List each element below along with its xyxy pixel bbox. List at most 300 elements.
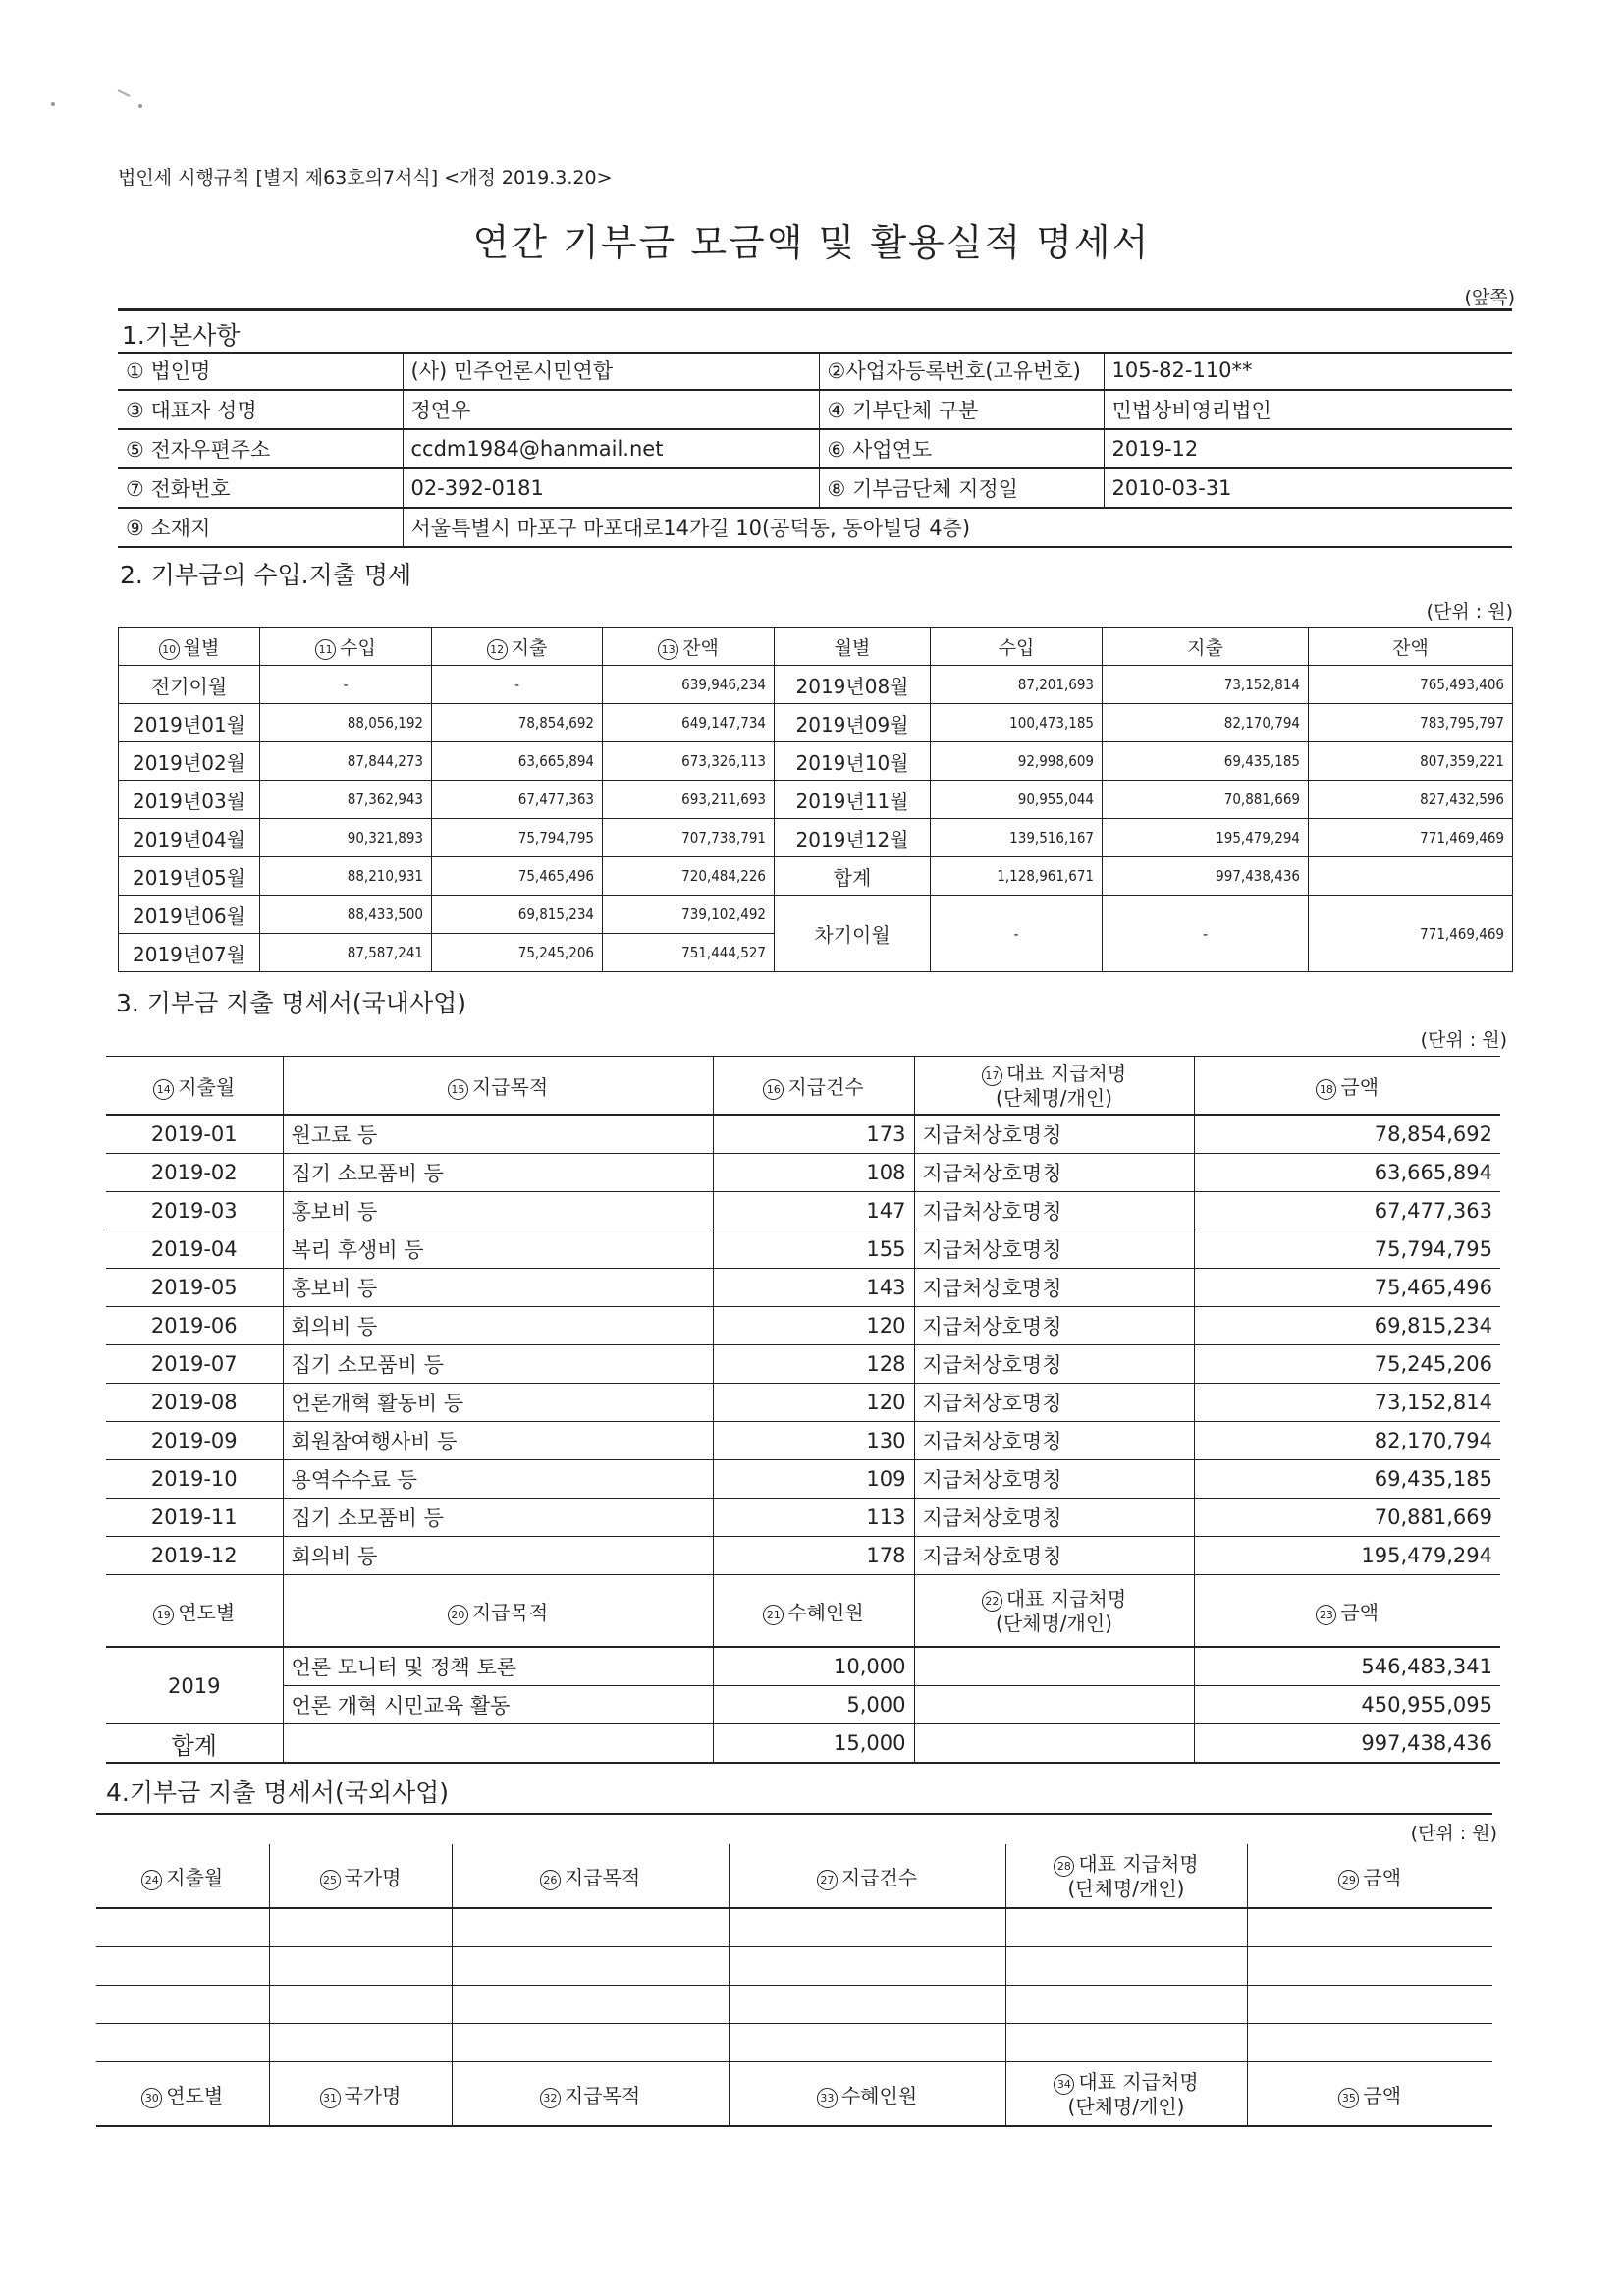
ie-header-text: 잔액 <box>682 636 719 659</box>
foreign-expense-table <box>96 1844 1492 2127</box>
domestic-header-cell-text: 지급건수 <box>787 1074 864 1099</box>
payment-count: 155 <box>713 1230 914 1269</box>
income-expense-row <box>119 666 1513 704</box>
section4-title: 4.기부금 지출 명세서(국외사업) <box>106 1778 450 1807</box>
amount-cell: 751,444,527 <box>603 934 775 972</box>
foreign-header-cell-text: 수혜인원 <box>840 2083 918 2107</box>
basic-info-row <box>118 429 1512 468</box>
carry-over-amount: - <box>931 896 1103 972</box>
amount: 75,245,206 <box>1194 1345 1500 1384</box>
basic-label <box>118 468 403 508</box>
circled-label-number: ② <box>827 359 846 383</box>
empty-cell <box>1005 1986 1247 2024</box>
amount-cell: 997,438,436 <box>1103 857 1309 896</box>
amount-cell: 69,815,234 <box>432 896 603 934</box>
foreign-header-cell <box>729 1844 1005 1908</box>
payee-name <box>914 1686 1194 1724</box>
payee-name: 지급처상호명칭 <box>914 1307 1194 1345</box>
payee-name: 지급처상호명칭 <box>914 1192 1194 1230</box>
amount-cell: 88,433,500 <box>260 896 432 934</box>
amount: 82,170,794 <box>1194 1422 1500 1460</box>
domestic-header-cell <box>283 1057 713 1116</box>
foreign-header-cell <box>269 1844 452 1908</box>
amount: 70,881,669 <box>1194 1499 1500 1537</box>
domestic-row <box>106 1499 1500 1537</box>
domestic-header-cell-text: 지급목적 <box>471 1600 549 1624</box>
ie-header-text: 지출 <box>511 636 548 659</box>
empty-cell <box>269 2024 452 2062</box>
foreign-header-cell-text: 국가명 <box>344 1865 402 1889</box>
ie-header <box>119 628 260 666</box>
carry-over-label: 차기이월 <box>775 896 931 972</box>
payee-name: 지급처상호명칭 <box>914 1537 1194 1575</box>
basic-info-row <box>118 508 1512 547</box>
domestic-header-cell-text: 대표 지급처명 <box>1005 1586 1127 1611</box>
payment-count: 108 <box>713 1154 914 1192</box>
ie-header-text: 잔액 <box>1392 636 1429 659</box>
amount-cell: 87,201,693 <box>931 666 1103 704</box>
basic-value: 2019-12 <box>1104 429 1512 468</box>
yearly-row <box>106 1686 1500 1724</box>
circled-number: 12 <box>487 639 508 660</box>
circled-number: 30 <box>141 2088 162 2108</box>
ie-header <box>1309 628 1513 666</box>
amount-cell: 92,998,609 <box>931 742 1103 781</box>
domestic-header-cell-text: 수혜인원 <box>787 1600 864 1624</box>
basic-value: 02-392-0181 <box>403 468 819 508</box>
amount-cell: 783,795,797 <box>1309 704 1513 742</box>
basic-label <box>819 429 1104 468</box>
ie-header <box>260 628 432 666</box>
amount-cell: 82,170,794 <box>1103 704 1309 742</box>
empty-cell <box>1247 2024 1492 2062</box>
basic-label <box>118 352 403 390</box>
foreign-header <box>96 1844 1492 1908</box>
form-reference: 법인세 시행규칙 [별지 제63호의7서식] <개정 2019.3.20> <box>118 167 613 189</box>
section1-title: 1.기본사항 <box>122 321 241 350</box>
domestic-row <box>106 1537 1500 1575</box>
payee-name: 지급처상호명칭 <box>914 1384 1194 1422</box>
payment-purpose: 홍보비 등 <box>283 1269 713 1307</box>
domestic-header <box>106 1057 1500 1116</box>
circled-number: 20 <box>448 1605 468 1625</box>
amount: 78,854,692 <box>1194 1115 1500 1154</box>
circled-number: 25 <box>320 1870 341 1890</box>
domestic-header-cell-text2: (단체명/개인) <box>996 1611 1112 1635</box>
amount-cell: 75,465,496 <box>432 857 603 896</box>
amount-cell: 63,665,894 <box>432 742 603 781</box>
address-value: 서울특별시 마포구 마포대로14가길 10(공덕동, 동아빌딩 4층) <box>403 508 1512 547</box>
empty-cell <box>452 1986 729 2024</box>
payment-purpose: 회원참여행사비 등 <box>283 1422 713 1460</box>
circled-number: 33 <box>817 2088 838 2108</box>
amount-cell: 75,245,206 <box>432 934 603 972</box>
payee-name: 지급처상호명칭 <box>914 1269 1194 1307</box>
domestic-header-cell-text: 금액 <box>1340 1074 1380 1099</box>
foreign-header-cell-text: 지급건수 <box>840 1865 918 1889</box>
basic-label-text: 대표자 성명 <box>150 399 257 422</box>
income-expense-row <box>119 896 1513 934</box>
empty-cell <box>269 1908 452 1947</box>
empty-cell <box>1247 1986 1492 2024</box>
amount-cell: 771,469,469 <box>1309 819 1513 857</box>
basic-label-text: 전화번호 <box>150 477 231 501</box>
income-expense-table <box>118 627 1513 972</box>
basic-info-row <box>118 468 1512 508</box>
circled-label-number: ④ <box>827 399 846 422</box>
foreign-header-yearly <box>96 2062 1492 2127</box>
payment-purpose: 홍보비 등 <box>283 1192 713 1230</box>
foreign-empty-row <box>96 2024 1492 2062</box>
amount-cell: - <box>432 666 603 704</box>
amount-cell: 90,955,044 <box>931 781 1103 819</box>
payment-count: 173 <box>713 1115 914 1154</box>
section3-unit: (단위 : 원) <box>1420 1029 1507 1051</box>
scan-specks <box>39 86 157 126</box>
payment-count: 128 <box>713 1345 914 1384</box>
amount: 73,152,814 <box>1194 1384 1500 1422</box>
payment-purpose: 회의비 등 <box>283 1537 713 1575</box>
payment-purpose: 용역수수료 등 <box>283 1460 713 1499</box>
month-cell: 2019년07월 <box>119 934 260 972</box>
total-purpose <box>283 1724 713 1764</box>
ie-header-text: 수입 <box>998 636 1035 659</box>
circled-number: 32 <box>540 2088 561 2108</box>
amount: 69,435,185 <box>1194 1460 1500 1499</box>
domestic-row <box>106 1230 1500 1269</box>
amount-cell: 1,128,961,671 <box>931 857 1103 896</box>
month-cell: 2019년01월 <box>119 704 260 742</box>
payee-name <box>914 1647 1194 1686</box>
circled-label-number: ⑥ <box>827 438 846 462</box>
amount-cell: 69,435,185 <box>1103 742 1309 781</box>
ie-header <box>432 628 603 666</box>
circled-label-number: ① <box>126 359 151 383</box>
domestic-header-cell-text: 연도별 <box>178 1600 236 1624</box>
empty-cell <box>452 1947 729 1986</box>
circled-label-number: ③ <box>126 399 151 422</box>
circled-number: 16 <box>763 1079 784 1100</box>
domestic-row <box>106 1384 1500 1422</box>
ie-header-text: 지출 <box>1187 636 1223 659</box>
amount-cell: 100,473,185 <box>931 704 1103 742</box>
circled-number: 11 <box>315 639 336 660</box>
front-side-label: (앞쪽) <box>1464 287 1515 308</box>
circled-number: 24 <box>141 1870 162 1890</box>
basic-label-text: 기부단체 구분 <box>845 399 979 422</box>
payment-purpose: 언론 개혁 시민교육 활동 <box>283 1686 713 1724</box>
amount-cell: 87,587,241 <box>260 934 432 972</box>
payment-count: 143 <box>713 1269 914 1307</box>
amount: 75,465,496 <box>1194 1269 1500 1307</box>
basic-value: 2010-03-31 <box>1104 468 1512 508</box>
payment-count: 130 <box>713 1422 914 1460</box>
payee-name: 지급처상호명칭 <box>914 1154 1194 1192</box>
domestic-header-cell <box>713 1057 914 1116</box>
foreign-header-cell-text: 지급목적 <box>564 2083 641 2107</box>
amount: 450,955,095 <box>1194 1686 1500 1724</box>
basic-label <box>819 352 1104 390</box>
empty-cell <box>729 1947 1005 1986</box>
carry-over-amount: - <box>1103 896 1309 972</box>
payment-count: 109 <box>713 1460 914 1499</box>
ie-header-text: 월별 <box>834 636 871 659</box>
year-cell: 2019 <box>106 1647 283 1724</box>
month-cell: 2019년12월 <box>775 819 931 857</box>
circled-number: 22 <box>982 1591 1002 1612</box>
payee-name: 지급처상호명칭 <box>914 1499 1194 1537</box>
domestic-header-cell <box>1194 1057 1500 1116</box>
foreign-header-cell <box>1247 1844 1492 1908</box>
section4-frame <box>96 1813 1492 1815</box>
empty-cell <box>269 1947 452 1986</box>
domestic-header-cell-text: 대표 지급처명 <box>1005 1061 1127 1085</box>
empty-cell <box>1005 2024 1247 2062</box>
circled-number: 26 <box>540 1870 561 1890</box>
payment-count: 178 <box>713 1537 914 1575</box>
month-cell: 2019년03월 <box>119 781 260 819</box>
circled-number: 31 <box>320 2088 341 2108</box>
empty-cell <box>729 2024 1005 2062</box>
month-cell: 2019년11월 <box>775 781 931 819</box>
circled-number: 23 <box>1316 1605 1336 1625</box>
amount-cell: 87,844,273 <box>260 742 432 781</box>
amount-cell: 827,432,596 <box>1309 781 1513 819</box>
domestic-header-cell-text2: (단체명/개인) <box>996 1085 1112 1110</box>
basic-value: ccdm1984@hanmail.net <box>403 429 819 468</box>
foreign-header-cell <box>269 2062 452 2127</box>
month-cell: 2019년02월 <box>119 742 260 781</box>
amount-cell: 78,854,692 <box>432 704 603 742</box>
payment-purpose: 원고료 등 <box>283 1115 713 1154</box>
circled-number: 13 <box>658 639 678 660</box>
basic-label-text: 사업연도 <box>845 438 933 462</box>
basic-value: (사) 민주언론시민연합 <box>403 352 819 390</box>
foreign-header-cell <box>96 1844 269 1908</box>
expense-month: 2019-04 <box>106 1230 283 1269</box>
domestic-header-yearly <box>106 1575 1500 1648</box>
amount-cell: 73,152,814 <box>1103 666 1309 704</box>
amount-cell: 707,738,791 <box>603 819 775 857</box>
basic-info-row <box>118 352 1512 390</box>
domestic-header-cell-text: 지급목적 <box>471 1074 549 1099</box>
circled-number: 17 <box>982 1066 1002 1086</box>
domestic-header-cell <box>106 1057 283 1116</box>
payment-count: 120 <box>713 1307 914 1345</box>
circled-number: 21 <box>763 1605 784 1625</box>
foreign-header-cell <box>96 2062 269 2127</box>
foreign-header-cell-text2: (단체명/개인) <box>1067 2094 1185 2118</box>
basic-label-text: 소재지 <box>150 517 211 540</box>
month-cell: 전기이월 <box>119 666 260 704</box>
total-payee <box>914 1724 1194 1764</box>
basic-label-text: 법인명 <box>150 359 211 383</box>
foreign-header-cell-text: 대표 지급처명 <box>1078 2069 1199 2094</box>
foreign-header-cell-text: 지출월 <box>166 1865 224 1889</box>
section3-title: 3. 기부금 지출 명세서(국내사업) <box>116 989 467 1017</box>
yearly-row <box>106 1647 1500 1686</box>
domestic-row <box>106 1307 1500 1345</box>
amount-cell: - <box>260 666 432 704</box>
basic-value: 105-82-110** <box>1104 352 1512 390</box>
basic-label-text: 기부금단체 지정일 <box>845 477 1018 501</box>
ie-header <box>931 628 1103 666</box>
amount-cell: 639,946,234 <box>603 666 775 704</box>
amount: 63,665,894 <box>1194 1154 1500 1192</box>
income-expense-row <box>119 704 1513 742</box>
basic-info-row <box>118 390 1512 429</box>
amount-cell: 807,359,221 <box>1309 742 1513 781</box>
payment-count: 113 <box>713 1499 914 1537</box>
payment-count: 147 <box>713 1192 914 1230</box>
foreign-empty-row <box>96 1947 1492 1986</box>
foreign-header-cell-text: 국가명 <box>344 2083 402 2107</box>
payment-purpose: 언론개혁 활동비 등 <box>283 1384 713 1422</box>
section2-unit: (단위 : 원) <box>1426 601 1513 623</box>
total-count: 15,000 <box>713 1724 914 1764</box>
circled-number: 10 <box>159 639 180 660</box>
basic-value: 정연우 <box>403 390 819 429</box>
expense-month: 2019-02 <box>106 1154 283 1192</box>
payee-name: 지급처상호명칭 <box>914 1345 1194 1384</box>
month-cell: 2019년04월 <box>119 819 260 857</box>
basic-value: 민법상비영리법인 <box>1104 390 1512 429</box>
amount-cell: 90,321,893 <box>260 819 432 857</box>
expense-month: 2019-07 <box>106 1345 283 1384</box>
month-cell: 2019년06월 <box>119 896 260 934</box>
ie-header <box>775 628 931 666</box>
carry-over-amount: 771,469,469 <box>1309 896 1513 972</box>
basic-label <box>118 390 403 429</box>
amount-cell: 88,056,192 <box>260 704 432 742</box>
amount-cell: 720,484,226 <box>603 857 775 896</box>
ie-header <box>603 628 775 666</box>
month-cell: 합계 <box>775 857 931 896</box>
domestic-header-cell-text: 금액 <box>1340 1600 1380 1624</box>
empty-cell <box>1005 1947 1247 1986</box>
payee-name: 지급처상호명칭 <box>914 1422 1194 1460</box>
foreign-header-cell-text2: (단체명/개인) <box>1067 1876 1185 1900</box>
payment-purpose: 언론 모니터 및 정책 토론 <box>283 1647 713 1686</box>
amount-cell: 693,211,693 <box>603 781 775 819</box>
empty-cell <box>96 1986 269 2024</box>
empty-cell <box>452 1908 729 1947</box>
payment-purpose: 집기 소모품비 등 <box>283 1345 713 1384</box>
amount-cell: 67,477,363 <box>432 781 603 819</box>
circled-number: 29 <box>1338 1870 1359 1890</box>
foreign-empty-row <box>96 1986 1492 2024</box>
beneficiary-count: 10,000 <box>713 1647 914 1686</box>
basic-label <box>118 429 403 468</box>
expense-month: 2019-05 <box>106 1269 283 1307</box>
empty-cell <box>1247 1947 1492 1986</box>
basic-label-text: 전자우편주소 <box>150 438 271 462</box>
circled-label-number: ⑨ <box>126 517 151 540</box>
section1-frame <box>118 308 1512 311</box>
domestic-row <box>106 1154 1500 1192</box>
payee-name: 지급처상호명칭 <box>914 1230 1194 1269</box>
circled-label-number: ⑤ <box>126 438 151 462</box>
basic-label <box>118 508 403 547</box>
document-title: 연간 기부금 모금액 및 활용실적 명세서 <box>472 221 1151 264</box>
domestic-row <box>106 1422 1500 1460</box>
foreign-header-cell-text: 대표 지급처명 <box>1078 1851 1199 1876</box>
amount-cell: 70,881,669 <box>1103 781 1309 819</box>
amount: 546,483,341 <box>1194 1647 1500 1686</box>
income-expense-row <box>119 742 1513 781</box>
empty-cell <box>1247 1908 1492 1947</box>
income-expense-row <box>119 819 1513 857</box>
month-cell: 2019년08월 <box>775 666 931 704</box>
expense-month: 2019-06 <box>106 1307 283 1345</box>
basic-label <box>819 390 1104 429</box>
amount-cell: 87,362,943 <box>260 781 432 819</box>
income-expense-header <box>119 628 1513 666</box>
total-label: 합계 <box>106 1724 283 1764</box>
circled-number: 15 <box>448 1079 468 1100</box>
foreign-header-cell <box>729 2062 1005 2127</box>
circled-label-number: ⑧ <box>827 477 846 501</box>
foreign-header-cell <box>452 1844 729 1908</box>
foreign-empty-row <box>96 1908 1492 1947</box>
domestic-row <box>106 1460 1500 1499</box>
basic-info-table <box>118 352 1512 548</box>
circled-label-number: ⑦ <box>126 477 151 501</box>
empty-cell <box>269 1986 452 2024</box>
expense-month: 2019-11 <box>106 1499 283 1537</box>
amount-cell: 739,102,492 <box>603 896 775 934</box>
income-expense-row <box>119 781 1513 819</box>
amount-cell: 649,147,734 <box>603 704 775 742</box>
section2-title: 2. 기부금의 수입.지출 명세 <box>120 561 412 589</box>
payment-purpose: 집기 소모품비 등 <box>283 1499 713 1537</box>
total-amount: 997,438,436 <box>1194 1724 1500 1764</box>
domestic-header-cell <box>106 1575 283 1648</box>
expense-month: 2019-10 <box>106 1460 283 1499</box>
empty-cell <box>96 2024 269 2062</box>
basic-label-text: 사업자등록번호(고유번호) <box>845 359 1081 383</box>
section4-unit: (단위 : 원) <box>1410 1823 1497 1844</box>
amount: 69,815,234 <box>1194 1307 1500 1345</box>
amount: 67,477,363 <box>1194 1192 1500 1230</box>
empty-cell <box>96 1908 269 1947</box>
expense-month: 2019-03 <box>106 1192 283 1230</box>
domestic-row <box>106 1269 1500 1307</box>
amount-cell <box>1309 857 1513 896</box>
amount-cell: 75,794,795 <box>432 819 603 857</box>
beneficiary-count: 5,000 <box>713 1686 914 1724</box>
ie-header-text: 수입 <box>340 636 376 659</box>
domestic-row <box>106 1115 1500 1154</box>
domestic-header-cell <box>1194 1575 1500 1648</box>
month-cell: 2019년09월 <box>775 704 931 742</box>
payment-purpose: 회의비 등 <box>283 1307 713 1345</box>
amount-cell: 139,516,167 <box>931 819 1103 857</box>
payee-name: 지급처상호명칭 <box>914 1115 1194 1154</box>
circled-number: 19 <box>153 1605 174 1625</box>
empty-cell <box>729 1986 1005 2024</box>
foreign-header-cell <box>1005 1844 1247 1908</box>
empty-cell <box>729 1908 1005 1947</box>
domestic-expense-table <box>106 1056 1500 1764</box>
circled-number: 28 <box>1054 1856 1074 1877</box>
domestic-header-cell <box>914 1057 1194 1116</box>
amount-cell: 765,493,406 <box>1309 666 1513 704</box>
amount-cell: 673,326,113 <box>603 742 775 781</box>
foreign-header-cell-text: 금액 <box>1363 2083 1402 2107</box>
empty-cell <box>96 1947 269 1986</box>
empty-cell <box>452 2024 729 2062</box>
